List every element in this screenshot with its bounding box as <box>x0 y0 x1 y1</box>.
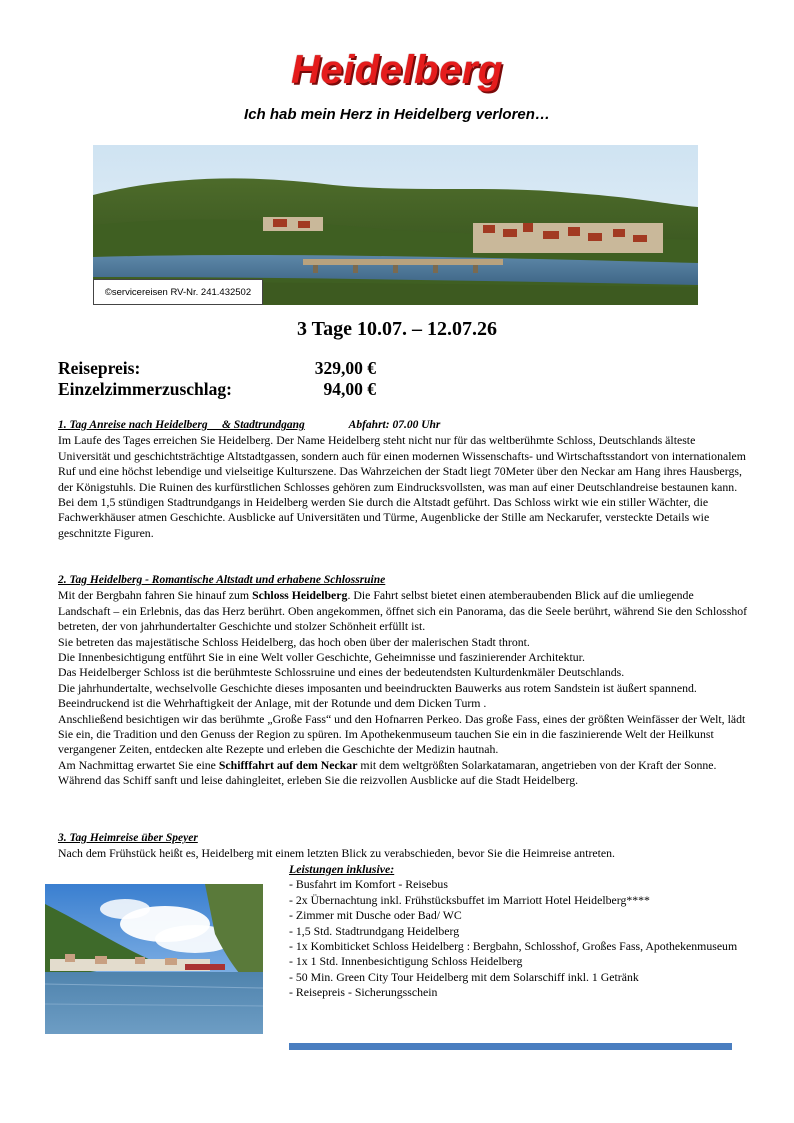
text-run: . Die Fahrt selbst bietet einen atemberaubenden Blick auf die umliegende Landschaft – ein Erlebnis, das das Herz berührt. Oben angekommen, öffnet sich ein Panorama, das die Seele berührt, während Sie den Schlosshof betreten, der von jahrhundertalter Geschichte und stolzer Schönheit erfüllt ist. <box>58 588 748 634</box>
price-row <box>58 379 376 400</box>
text-run: Mit der Bergbahn fahren Sie hinauf zum <box>58 588 253 603</box>
page-subtitle: Ich hab mein Herz in Heidelberg verloren… <box>244 106 550 123</box>
day1-heading: 1. Tag Anreise nach Heidelberg & Stadtrundgang <box>58 419 305 431</box>
price-value: 94,00 € <box>323 379 376 399</box>
day3-paragraph: Nach dem Frühstück heißt es, Heidelberg mit einem letzten Blick zu verabschieden, bevor Sie die Heimreise antreten. <box>58 846 615 861</box>
inclusions-box <box>289 862 739 1001</box>
departure-time: Abfahrt: 07.00 Uhr <box>348 419 441 431</box>
day2-paragraph: Anschließend besichtigen wir das berühmte „Große Fass“ und den Hofnarren Perkeo. Das große Fass, eines der größten Weinfässer der Welt, lädt Sie ein, die Tradition und den Genuss der Region zu spüren. Im Apothekenmuseum tauchen Sie ein in die faszinierende Welt der Heilkunst vergangener Zeiten, entdecken alte Rezepte und erleben die Geschichte der Medizin hautnah. <box>58 711 746 757</box>
price-label: Einzelzimmerzuschlag: <box>58 379 232 399</box>
day2-section <box>58 572 748 789</box>
copyright-caption: ©servicereisen RV-Nr. 241.432502 <box>93 279 263 305</box>
inclusion-item: - 2x Übernachtung inkl. Frühstücksbuffet im Marriott Hotel Heidelberg**** <box>289 892 650 907</box>
day3-heading: 3. Tag Heimreise über Speyer <box>58 832 198 844</box>
day2-paragraph: Das Heidelberger Schloss ist die berühmteste Schlossruine und eines der bedeutendsten Kulturdenkmäler Deutschlands. <box>58 665 625 680</box>
day2-paragraph: Die jahrhundertalte, wechselvolle Geschichte dieses imposanten und beeindruckten Bauwerks aus rotem Sandstein ist äußert spannend. Beeindruckend ist die Wehrhaftigkeit der Anlage, mit der Rotunde und dem Dicken Turm . <box>58 680 697 711</box>
text-run: Am Nachmittag erwartet Sie eine <box>58 757 219 772</box>
inclusion-item: - Zimmer mit Dusche oder Bad/ WC <box>289 908 462 923</box>
inclusion-item: - 1x Kombiticket Schloss Heidelberg : Bergbahn, Schlosshof, Großes Fass, Apothekenmuseum <box>289 939 738 954</box>
price-block <box>58 358 376 400</box>
blue-divider-bar <box>289 1043 732 1050</box>
inclusion-item: - Busfahrt im Komfort - Reisebus <box>289 877 448 892</box>
inclusion-item: - 1,5 Std. Stadtrundgang Heidelberg <box>289 923 460 938</box>
day2-paragraph <box>58 758 748 789</box>
inclusion-item: - 1x 1 Std. Innenbesichtigung Schloss Heidelberg <box>289 954 523 969</box>
day1-paragraph: Bei dem 1,5 stündigen Stadtrundgangs in Heidelberg werden Sie durch die Altstadt geführt. Das Schloss wirkt wie ein stiller Wächter, die Fachwerkhäuser atmen Geschichte. Ausblicke auf Universitäten und Türme, Augenblicke der Stille am Neckarufer, versteckte Details wie geschnitzte Figuren. <box>58 495 710 540</box>
day2-paragraph <box>58 588 748 634</box>
inclusions-heading: Leistungen inklusive: <box>289 862 395 876</box>
day1-paragraph: Im Laufe des Tages erreichen Sie Heidelberg. Der Name Heidelberg steht nicht nur für das weltberühmte Schloss, Deutschlands älteste Universität und geschichtsträchtige Altstadtgassen, sondern auch für einen modernen Wissenschafts- und Wirtschaftsstandort von internationalem Ruf und eine höchst lebendige und vielseitige Kulturszene. Das Wahrzeichen der Stadt liegt 70Meter über den Neckar am Hang ihres Hausbergs, der Königstuhls. Die Ruinen des kurfürstlichen Schlosses gehören zum Eindrucksvollsten, was man auf einer Deutschlandreise bestaunen kann. <box>58 433 746 494</box>
travel-dates: 3 Tage 10.07. – 12.07.26 <box>296 318 498 340</box>
neckar-river-photo <box>45 884 263 1034</box>
day3-section <box>58 830 748 862</box>
text-run: mit dem weltgrößten Solarkatamaran, angetrieben von der Kraft der Sonne. Während das Schiff sanft und leise dahingleitet, erleben Sie die reizvollen Ausblicke auf die Stadt Heidelberg. <box>58 757 717 788</box>
inclusion-item: - 50 Min. Green City Tour Heidelberg mit dem Solarschiff inkl. 1 Getränk <box>289 969 639 984</box>
price-label: Reisepreis: <box>58 358 141 378</box>
day1-section <box>58 417 748 541</box>
day2-paragraph: Die Innenbesichtigung entführt Sie in eine Welt voller Geschichte, Geheimnisse und faszinierender Architektur. <box>58 650 585 665</box>
price-row <box>58 358 376 379</box>
castle-name: Schloss Heidelberg <box>252 588 348 603</box>
boat-trip-name: Schifffahrt auf dem Neckar <box>218 757 358 772</box>
page-title: Heidelberg <box>291 48 503 92</box>
price-value: 329,00 € <box>314 358 376 378</box>
day2-paragraph: Sie betreten das majestätische Schloss Heidelberg, das hoch oben über der malerischen Stadt thront. <box>58 634 530 649</box>
day2-heading: 2. Tag Heidelberg - Romantische Altstadt und erhabene Schlossruine <box>58 574 386 586</box>
inclusion-item: - Reisepreis - Sicherungsschein <box>289 985 438 1000</box>
